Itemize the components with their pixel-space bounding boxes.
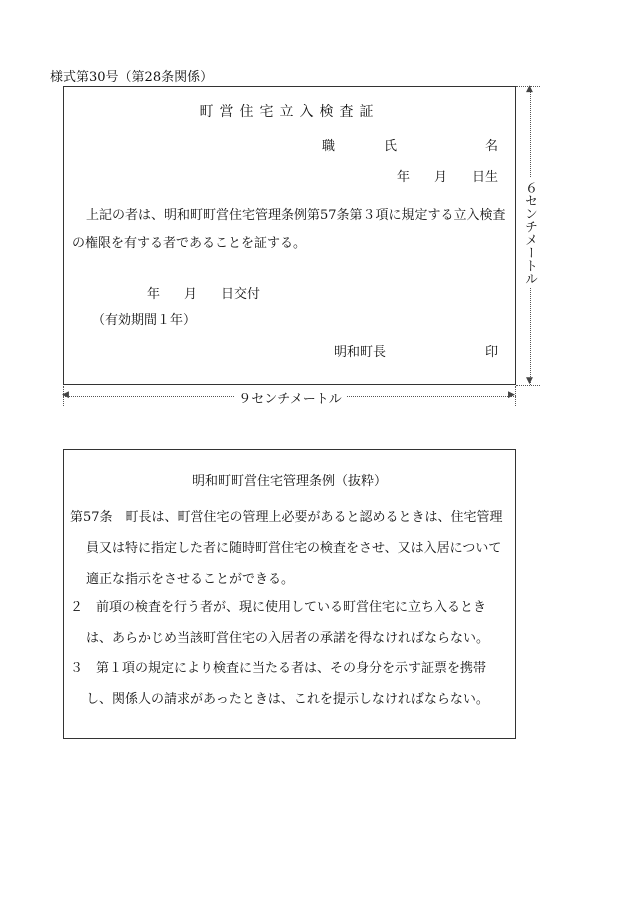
width-dimension-label-wrap <box>0 388 580 407</box>
job-label: 職 <box>322 139 336 154</box>
article-57-paragraph-3 <box>70 653 508 715</box>
article-57-text <box>70 502 508 595</box>
paragraph-3-body: ３ 第１項の規定により検査に当たる者は、その身分を示す証票を携帯し、関係人の請求があったときは、これを提示しなければならない。 <box>70 661 489 707</box>
ordinance-excerpt-box <box>63 449 516 739</box>
issue-day-label: 日交付 <box>221 287 261 302</box>
seal-mark: 印 <box>485 345 499 360</box>
width-dimension-label: ９センチメートル <box>234 392 345 407</box>
arrow-down-icon: ▼ <box>526 376 533 386</box>
issue-year-label: 年 <box>147 287 161 302</box>
inspection-certificate-card <box>63 86 516 385</box>
birth-year-label: 年 <box>397 170 411 185</box>
height-dimension-label: ６センチメートル <box>520 178 539 288</box>
form-number-label: 様式第30号（第28条関係） <box>50 70 214 85</box>
paragraph-2-body: ２ 前項の検査を行う者が、現に使用している町営住宅に立ち入るときは、あらかじめ当該町営住宅の入居者の承諾を得なければならない。 <box>70 600 490 646</box>
arrow-right-icon: ▶ <box>508 390 515 400</box>
arrow-up-icon: ▲ <box>526 84 533 94</box>
arrow-left-icon: ◀ <box>62 390 69 400</box>
birth-day-label: 日生 <box>472 170 499 185</box>
article-57-paragraph-2 <box>70 592 508 654</box>
excerpt-title: 明和町町営住宅管理条例（抜粋） <box>191 474 387 489</box>
validity-period: （有効期間１年） <box>92 313 197 328</box>
article-57-body: 第57条 町長は、町営住宅の管理上必要があると認めるときは、住宅管理員又は特に指定した者に随時町営住宅の検査をさせ、又は入居について適正な指示をさせることができる。 <box>70 510 503 587</box>
certificate-title: 町営住宅立入検査証 <box>199 104 380 120</box>
birth-month-label: 月 <box>434 170 448 185</box>
name-label-second: 名 <box>485 139 499 154</box>
name-label-first: 氏 <box>384 139 398 154</box>
certificate-body-text: 上記の者は、明和町町営住宅管理条例第57条第３項に規定する立入検査の権限を有する者であることを証する。 <box>72 208 506 251</box>
issue-month-label: 月 <box>184 287 198 302</box>
issuer-title: 明和町長 <box>334 345 387 360</box>
